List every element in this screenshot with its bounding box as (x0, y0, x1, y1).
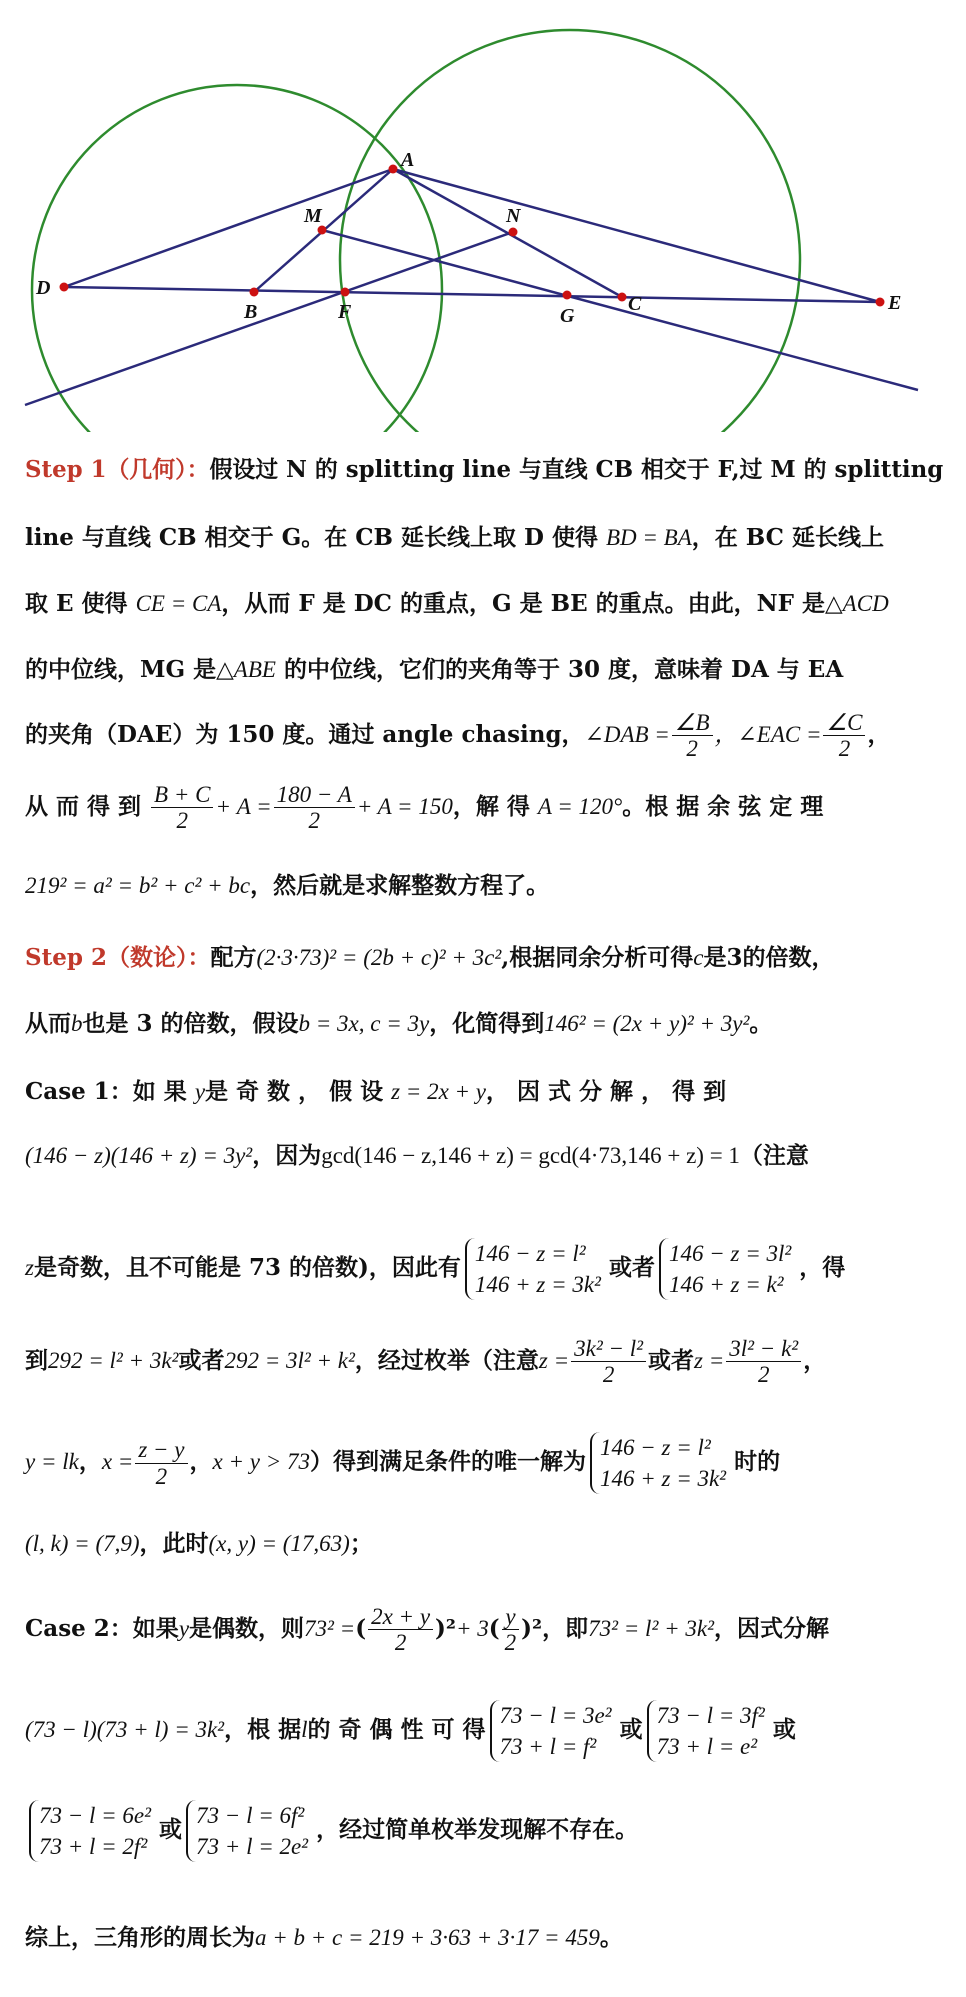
label-E: E (888, 292, 902, 314)
line-AE (393, 169, 880, 302)
point-G (563, 291, 572, 300)
step1-label: Step 1（几何）： (25, 456, 210, 483)
equation-system: 73 − l = 6e² 73 + l = 2f² (29, 1800, 155, 1862)
fraction: $\frac{\text{3l² − k²}}{2}$ (726, 1336, 801, 1388)
case2-line-2: (73 − l)(73 + l) = 3k²，根 据l的 奇 偶 性 可 得 73 − l = 3e² 73 + l = f² 或 73 − l = 3f² 73 + l = e² 或 (25, 1700, 943, 1762)
fraction: $\frac{z - y}{2}$ (135, 1437, 187, 1489)
case1-line-5: y = lk，x = $\frac{z - y}{2}$ ，x + y > 73）得到满足条件的唯一解为 146 − z = l² 146 + z = 3k² 时的 (25, 1432, 943, 1494)
fraction: $\frac{180 - A}{2}$ (274, 782, 355, 834)
equation-system: 73 − l = 6f² 73 + l = 2e² (186, 1800, 312, 1862)
fraction: $\frac{2x + y}{2}$ (368, 1604, 433, 1656)
label-N: N (506, 205, 521, 227)
case2-line-1: Case 2：如果y是偶数，则73² =( $\frac{2x + y}{2}$ )²+ 3( $\frac{y}{2}$ )²，即73² = l² + 3k²，因式分解 (25, 1604, 829, 1656)
step2-label: Step 2（数论）： (25, 944, 211, 971)
point-D (60, 283, 69, 292)
label-A: A (401, 149, 415, 171)
point-N (509, 228, 518, 237)
equation-system: 146 − z = l² 146 + z = 3k² (590, 1432, 730, 1494)
step1-line-7: 219² = a² = b² + c² + bc，然后就是求解整数方程了。 (25, 872, 550, 899)
equation-system: 73 − l = 3f² 73 + l = e² (647, 1700, 769, 1762)
geometry-figure (0, 0, 966, 440)
point-F (341, 288, 350, 297)
label-C: C (628, 293, 642, 315)
line-AD (64, 169, 393, 287)
case1-line-3: z是奇数，且不可能是 73 的倍数)，因此有 146 − z = l² 146 + z = 3k² 或者 146 − z = 3l² 146 + z = k² ，得 (25, 1238, 943, 1300)
case1-line-6: (l, k) = (7,9)，此时(x, y) = (17,63)； (25, 1530, 373, 1557)
step2-line-2: 从而b也是 3 的倍数，假设b = 3x, c = 3y，化简得到146² = (2x + y)² + 3y²。 (25, 1010, 773, 1037)
step1-line-6: 从 而 得 到 $\frac{B + C}{2}$ + A = $\frac{180 - A}{2}$ + A = 150，解 得 A = 120°。根 据 余 弦 定 理 (25, 782, 824, 834)
case1-line-2: (146 − z)(146 + z) = 3y²，因为gcd(146 − z,146 + z) = gcd(4·73,146 + z) = 1（注意 (25, 1142, 809, 1169)
equation-system: 146 − z = 3l² 146 + z = k² (659, 1238, 795, 1300)
line-MG-extended (322, 230, 918, 390)
circle-right (340, 30, 800, 440)
point-E (876, 298, 885, 307)
equation-system: 146 − z = l² 146 + z = 3k² (465, 1238, 605, 1300)
step1-line-1: Step 1（几何）：假设过 N 的 splitting line 与直线 CB 相交于 F,过 M 的 splitting (25, 456, 944, 483)
step1-line-4: 的中位线，MG 是△ABE 的中位线，它们的夹角等于 30 度，意味着 DA 与 EA (25, 656, 844, 683)
step1-line-5: 的夹角（DAE）为 150 度。通过 angle chasing，∠DAB = $\frac{\angle B}{2}$ ，∠EAC = $\frac{\angle C}{2}$ ， (25, 710, 891, 762)
point-markers (60, 165, 885, 307)
point-B (250, 288, 259, 297)
point-A (389, 165, 398, 174)
case1-line-1: Case 1：如 果 y是 奇 数 ， 假 设 z = 2x + y， 因 式 分 解 ， 得 到 (25, 1078, 727, 1105)
fraction: $\frac{\text{3k² − l²}}{2}$ (571, 1336, 646, 1388)
equation-system: 73 − l = 3e² 73 + l = f² (490, 1700, 616, 1762)
point-C (618, 293, 627, 302)
label-F: F (338, 301, 352, 323)
fraction: $\frac{B + C}{2}$ (151, 782, 213, 834)
case2-line-3: 73 − l = 6e² 73 + l = 2f² 或 73 − l = 6f² 73 + l = 2e² ，经过简单枚举发现解不存在。 (25, 1800, 943, 1862)
step2-line-1: Step 2（数论）：配方(2·3·73)² = (2b + c)² + 3c²,根据同余分析可得c是3的倍数， (25, 944, 835, 971)
conclusion-line: 综上，三角形的周长为a + b + c = 219 + 3·63 + 3·17 = 459。 (25, 1924, 623, 1951)
fraction: $\frac{\angle C}{2}$ (823, 710, 865, 762)
step1-line-2: line 与直线 CB 相交于 G。在 CB 延长线上取 D 使得 BD = BA，在 BC 延长线上 (25, 524, 884, 551)
fraction: $\frac{y}{2}$ (502, 1604, 520, 1656)
label-G: G (560, 305, 575, 327)
case1-line-4: 到292 = l² + 3k²或者292 = 3l² + k²，经过枚举（注意z = $\frac{\text{3k² − l²}}{2}$ 或者z = $\frac{\text{3l² − k²}}{2}$ ， (25, 1336, 827, 1388)
step1-line-3: 取 E 使得 CE = CA，从而 F 是 DC 的重点，G 是 BE 的重点。由此，NF 是△ACD (25, 590, 889, 617)
label-B: B (244, 301, 258, 323)
line-DE (64, 287, 880, 302)
fraction: $\frac{\angle B}{2}$ (672, 710, 713, 762)
circle-left (32, 85, 442, 440)
label-D: D (36, 277, 51, 299)
label-M: M (304, 205, 322, 227)
